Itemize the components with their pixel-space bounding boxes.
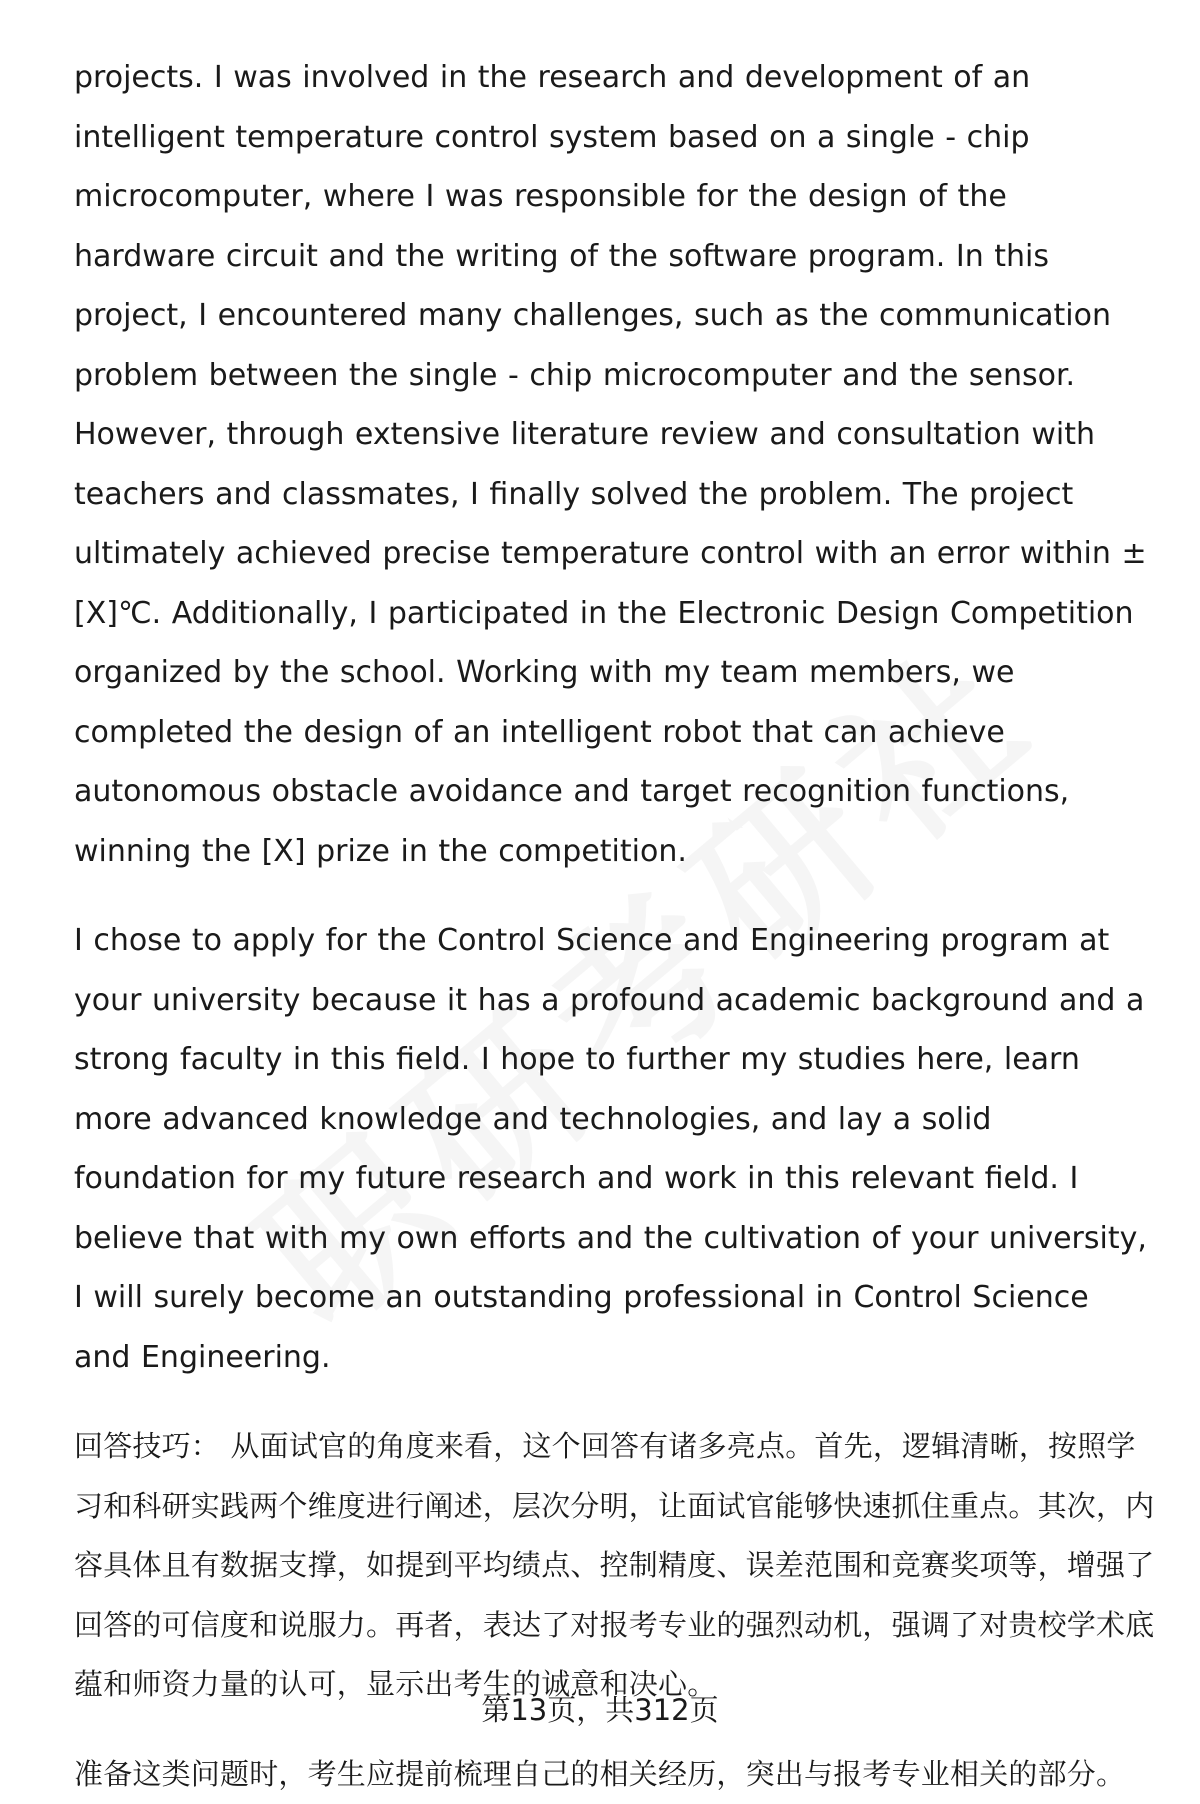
- preparation-tips-paragraph: 准备这类问题时，考生应提前梳理自己的相关经历，突出与报考专业相关的部分。: [74, 1745, 1164, 1804]
- body-paragraph-motivation: I chose to apply for the Control Science and Engineering program at your university because it has a profound academic background and a strong faculty in this field. I hope to further my studies here, learn more advanced knowledge and technologies, and lay a solid foundation for my future research and work in this relevant field. I believe that with my own efforts and the cultivation of your university, I will surely become an outstanding professional in Control Science and Engineering.: [74, 911, 1154, 1387]
- body-paragraph-projects: projects. I was involved in the research and development of an intelligent temperature control system based on a single - chip microcomputer, where I was responsible for the design of the hardware circuit and the writing of the software program. In this project, I encountered many challenges, such as the communication problem between the single - chip microcomputer and the sensor. However, through extensive literature review and consultation with teachers and classmates, I finally solved the problem. The project ultimately achieved precise temperature control with an error within ±[X]℃. Additionally, I participated in the Electronic Design Competition organized by the school. Working with my team members, we completed the design of an intelligent robot that can achieve autonomous obstacle avoidance and target recognition functions, winning the [X] prize in the competition.: [74, 48, 1154, 881]
- page-number-footer: 第13页，共312页: [0, 1690, 1200, 1730]
- page-content: [74, 48, 1154, 1804]
- answer-tips-paragraph: 回答技巧： 从面试官的角度来看，这个回答有诸多亮点。首先，逻辑清晰，按照学习和科研实践两个维度进行阐述，层次分明，让面试官能够快速抓住重点。其次，内容具体且有数据支撑，如提到平均绩点、控制精度、误差范围和竞赛奖项等，增强了回答的可信度和说服力。再者，表达了对报考专业的强烈动机，强调了对贵校学术底蕴和师资力量的认可，显示出考生的诚意和决心。: [74, 1417, 1164, 1715]
